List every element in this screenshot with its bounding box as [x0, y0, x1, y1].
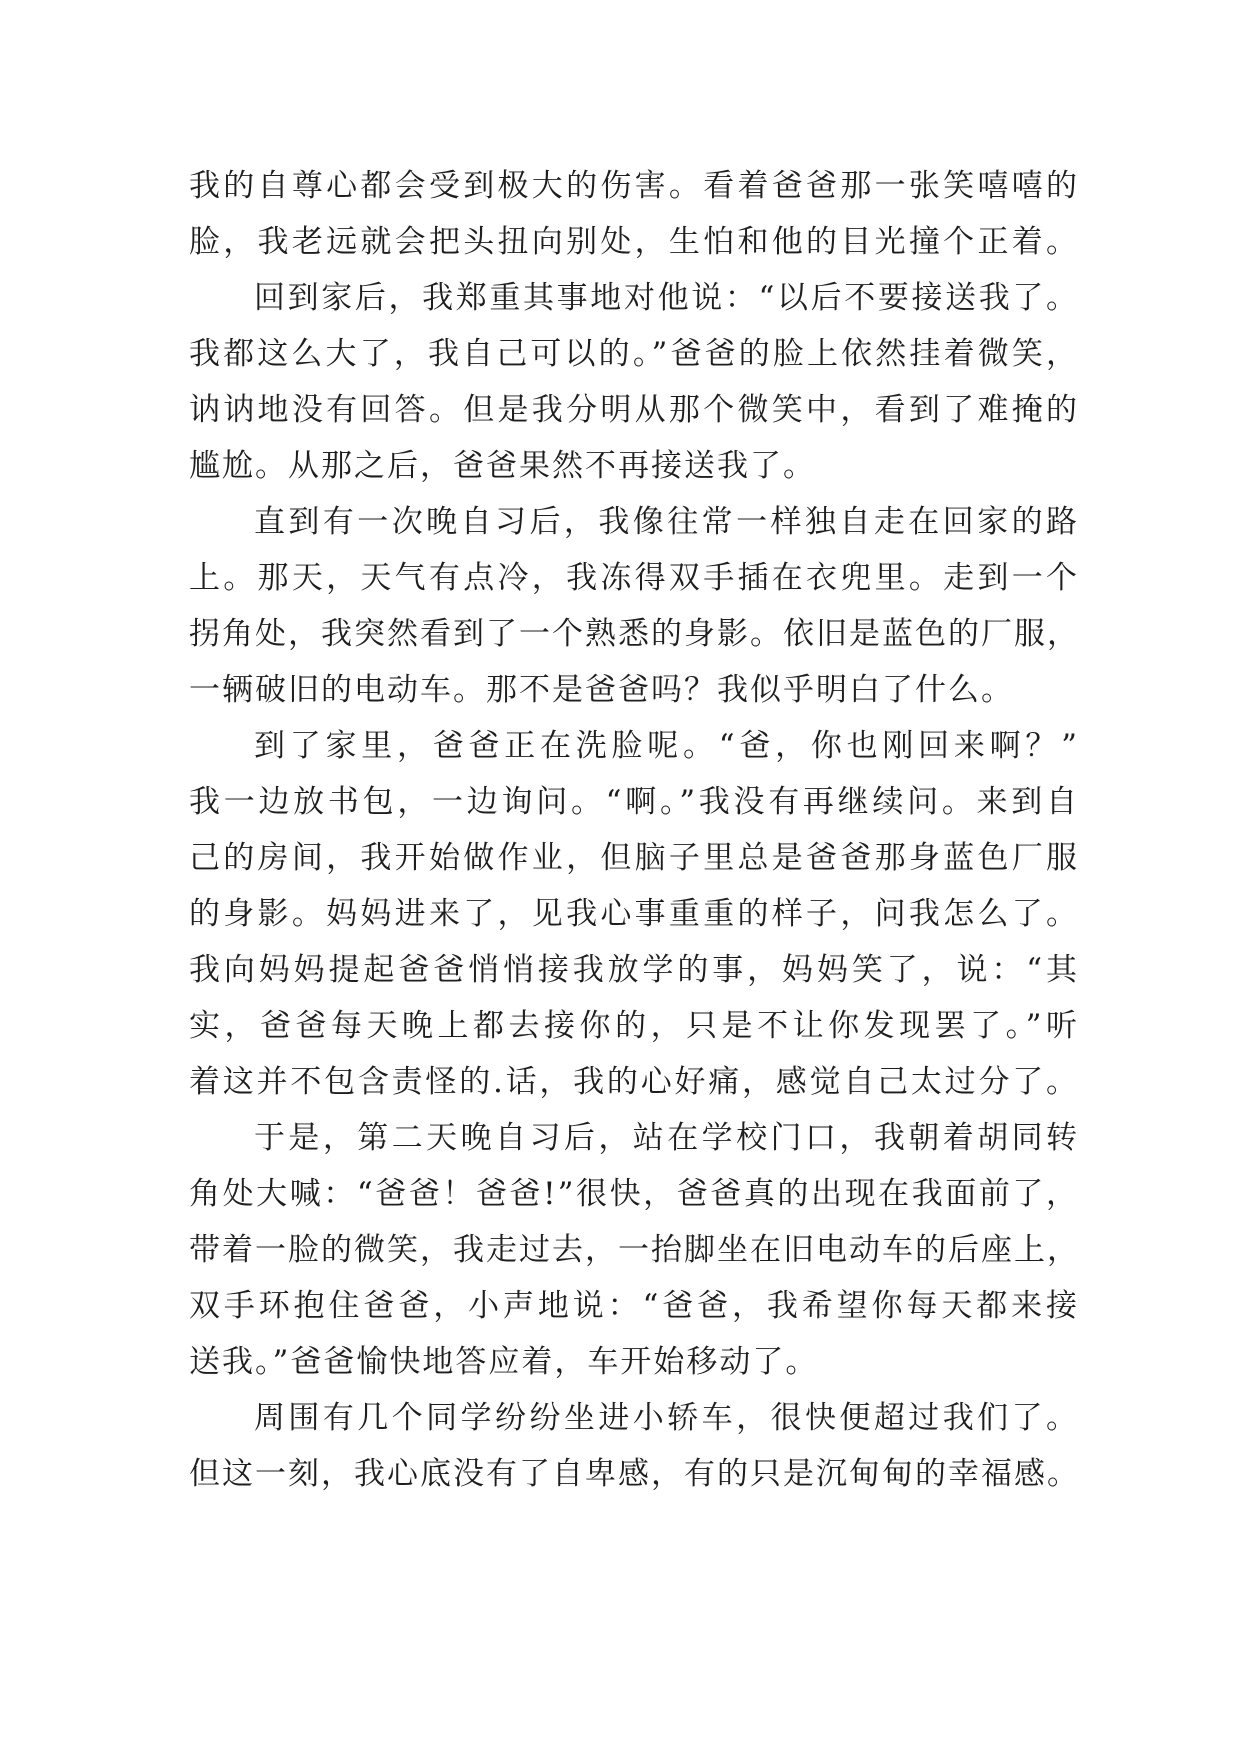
text-line-15: 我向妈妈提起爸爸悄悄接我放学的事，妈妈笑了，说：“其: [189, 952, 1079, 988]
text-line-8: 上。那天，天气有点冷，我冻得双手插在衣兜里。走到一个: [189, 560, 1079, 596]
text-line-1: 我的自尊心都会受到极大的伤害。看着爸爸那一张笑嘻嘻的: [189, 168, 1079, 204]
text-line-10: 一辆破旧的电动车。那不是爸爸吗？我似乎明白了什么。: [189, 672, 1014, 708]
text-line-4: 我都这么大了，我自己可以的。”爸爸的脸上依然挂着微笑，: [189, 336, 1079, 372]
text-line-22: 送我。”爸爸愉快地答应着，车开始移动了。: [189, 1344, 819, 1380]
essay-text: [189, 158, 1079, 1502]
text-line-23: 周围有几个同学纷纷坐进小轿车，很快便超过我们了。: [254, 1400, 1079, 1436]
text-line-6: 尴尬。从那之后，爸爸果然不再接送我了。: [189, 448, 816, 484]
text-line-18: 于是，第二天晚自习后，站在学校门口，我朝着胡同转: [254, 1120, 1079, 1156]
text-line-21: 双手环抱住爸爸，小声地说：“爸爸，我希望你每天都来接: [189, 1288, 1079, 1324]
text-line-2: 脸，我老远就会把头扭向别处，生怕和他的目光撞个正着。: [189, 224, 1079, 260]
text-line-3: 回到家后，我郑重其事地对他说：“以后不要接送我了。: [254, 280, 1079, 316]
text-line-17: 着这并不包含责怪的.话，我的心好痛，感觉自己太过分了。: [189, 1064, 1079, 1100]
text-line-12: 我一边放书包，一边询问。“啊。”我没有再继续问。来到自: [189, 784, 1079, 820]
text-line-5: 讷讷地没有回答。但是我分明从那个微笑中，看到了难掩的: [189, 392, 1079, 428]
text-line-24: 但这一刻，我心底没有了自卑感，有的只是沉甸甸的幸福感。: [189, 1456, 1080, 1492]
text-line-16: 实，爸爸每天晚上都去接你的，只是不让你发现罢了。”听: [189, 1008, 1079, 1044]
text-line-7: 直到有一次晚自习后，我像往常一样独自走在回家的路: [254, 504, 1079, 540]
text-line-19: 角处大喊：“爸爸！爸爸!”很快，爸爸真的出现在我面前了，: [189, 1176, 1079, 1212]
text-line-9: 拐角处，我突然看到了一个熟悉的身影。依旧是蓝色的厂服，: [189, 616, 1080, 652]
text-line-11: 到了家里，爸爸正在洗脸呢。“爸，你也刚回来啊？”: [254, 728, 1079, 764]
text-line-20: 带着一脸的微笑，我走过去，一抬脚坐在旧电动车的后座上，: [189, 1232, 1080, 1268]
text-line-14: 的身影。妈妈进来了，见我心事重重的样子，问我怎么了。: [189, 896, 1079, 932]
text-line-13: 己的房间，我开始做作业，但脑子里总是爸爸那身蓝色厂服: [189, 840, 1079, 876]
